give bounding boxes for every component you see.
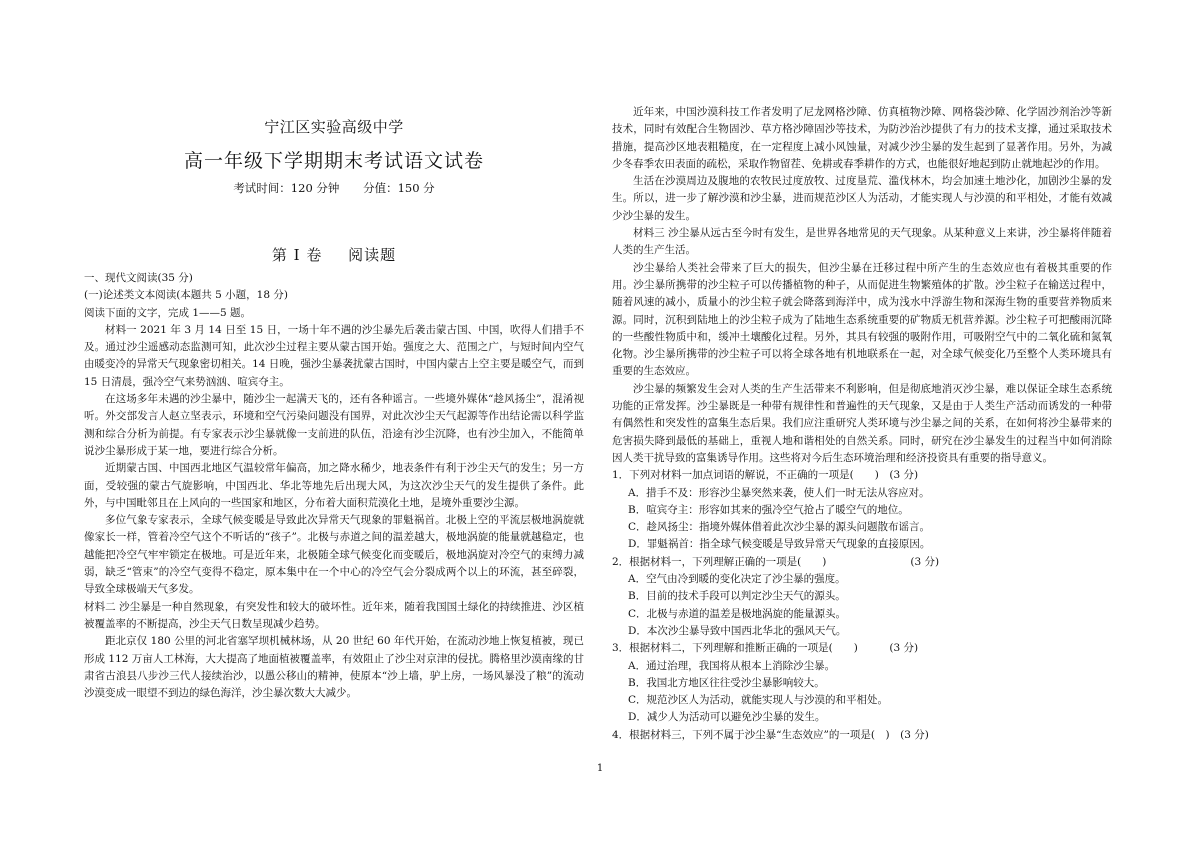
question-option: D．减少人为活动可以避免沙尘暴的发生。 — [628, 711, 826, 724]
question-4 — [612, 727, 1112, 744]
exam-info — [84, 180, 584, 196]
paragraph-material-2: 材料二 沙尘暴是一种自然现象，有突发性和较大的破坏性。近年来，随着我国国土绿化的持续推进、沙区植被覆盖率的不断提高，沙尘天气日数呈现减少趋势。 — [84, 600, 584, 630]
paragraph: 生活在沙漠周边及腹地的农牧民过度放牧、过度垦荒、滥伐林木，均会加速土地沙化，加剧沙尘暴的发生。所以，进一步了解沙漠和沙尘暴，进而规范沙区人为活动，才能实现人与沙漠的和平相处，才能有效减少沙尘暴的发生。 — [612, 175, 1112, 222]
paragraph-material-1: 材料一 2021 年 3 月 14 日至 15 日，一场十年不遇的沙尘暴先后袭击蒙古国、中国，吹得人们措手不及。通过沙尘遥感动态监测可知，此次沙尘过程主要从蒙古国开始。强度之大、范围之广，与短时间内空气由暖变冷的异常天气现象密切相关。14 日晚，强沙尘暴袭扰蒙古国时，中国内蒙古上空主要是暖空气，而到 15 日清晨，强冷空气来势汹汹、喧宾夺主。 — [84, 323, 584, 388]
exam-time: 考试时间：120 分钟 — [233, 181, 340, 195]
subpart-heading: (一)论述类文本阅读(本题共 5 小题，18 分) — [84, 289, 288, 302]
section-volume: 第 I 卷 — [271, 246, 323, 264]
paragraph: 近期蒙古国、中国西北地区气温较常年偏高，加之降水稀少，地表条件有利于沙尘天气的发生；另一方面，受较强的蒙古气旋影响，中国西北、华北等地先后出现大风，为这次沙尘天气的发生提供了条件。此外，与中国毗邻且在上风向的一些国家和地区，分布着大面积荒漠化土地，是境外重要沙尘源。 — [84, 462, 584, 509]
paragraph: 近年来，中国沙漠科技工作者发明了尼龙网格沙障、仿真植物沙障、网格袋沙障、化学固沙剂治沙等新技术，同时有效配合生物固沙、草方格沙障固沙等技术，为防沙治沙提供了有力的技术支撑，通过采取技术措施，提高沙区地表粗糙度，在一定程度上减小风蚀量，对减少沙尘暴的发生起到了显著作用。另外，为减少冬春季农田表面的疏松，采取作物留茬、免耕或春季耕作的方式，也能很好地起到防止就地起沙的作用。 — [612, 106, 1112, 170]
section-name: 阅读题 — [348, 246, 397, 264]
question-3 — [612, 640, 1112, 726]
paragraph-material-3: 材料三 沙尘暴从远古至今时有发生，是世界各地常见的天气现象。从某种意义上来讲，沙尘暴将伴随着人类的生产生活。 — [612, 227, 1112, 257]
question-stem: 3．根据材料二，下列理解和推断正确的一项是( ) (3 分) — [612, 642, 919, 655]
paragraph: 沙尘暴给人类社会带来了巨大的损失，但沙尘暴在迁移过程中所产生的生态效应也有着极其重要的作用。沙尘暴所携带的沙尘粒子可以传播植物的种子，从而促进生物繁殖体的扩散。沙尘粒子在输送过程中，随着风速的减小，质量小的沙尘粒子就会降落到海洋中，成为浅水中浮游生物和深海生物的重要营养物质来源。同时，沉积到陆地上的沙尘粒子成为了陆地生态系统重要的矿物质无机营养源。沙尘粒子可把酸雨沉降的一些酸性物质中和，缓冲土壤酸化过程。另外，其具有较强的吸附作用，可吸附空气中的二氧化硫和氮氧化物。沙尘暴所携带的沙尘粒子可以将全球各地有机地联系在一起，对全球气候变化乃至整个人类环境具有重要的生态效应。 — [612, 261, 1112, 378]
reading-instruction: 阅读下面的文字，完成 1——5 题。 — [84, 306, 252, 319]
left-body-text — [84, 270, 584, 702]
paragraph: 沙尘暴的频繁发生会对人类的生产生活带来不利影响，但是彻底地消灭沙尘暴，难以保证全球生态系统功能的正常发挥。沙尘暴既是一种带有规律性和普遍性的天气现象，又是由于人类生产活动而诱发的一种带有偶然性和突发性的富集生态后果。我们应注重研究人类环境与沙尘暴之间的关系，在如何将沙尘暴带来的危害损失降到最低的基础上，重视人地和谐相处的自然关系。同时，研究在沙尘暴发生的过程当中如何消除因人类干扰导致的富集诱导作用。这些将对今后生态环境治理和经济投资具有重要的指导意义。 — [612, 382, 1112, 464]
page-number: 1 — [596, 763, 604, 774]
question-option: B．我国北方地区往往受沙尘暴影响较大。 — [628, 676, 825, 689]
school-name: 宁江区实验高级中学 — [264, 118, 404, 136]
part-heading: 一、现代文阅读(35 分) — [84, 272, 193, 284]
exam-score: 分值：150 分 — [363, 181, 435, 195]
paragraph: 多位气象专家表示，全球气候变暖是导致此次异常天气现象的罪魁祸首。北极上空的平流层极地涡旋就像家长一样，管着冷空气这个不听话的“孩子”。北极与赤道之间的温差越大，极地涡旋的能量就越稳定，也越能把冷空气牢牢锁定在极地。可是近年来，北极随全球气候变化而变暖后，极地涡旋对冷空气的束缚力减弱，缺乏“管束”的冷空气变得不稳定，原本集中在一个中心的冷空气会分裂成两个以上的环流，甚至碎裂，导致全球极端天气多发。 — [84, 514, 584, 596]
question-option: A．措手不及：形容沙尘暴突然来袭，使人们一时无法从容应对。 — [628, 486, 930, 499]
question-option: D．罪魁祸首：指全球气候变暖是导致异常天气现象的直接原因。 — [628, 538, 931, 551]
question-stem: 4．根据材料三，下列不属于沙尘暴“生态效应”的一项是( ) (3 分) — [612, 728, 929, 741]
question-2 — [612, 554, 1112, 640]
paragraph: 在这场多年未遇的沙尘暴中，随沙尘一起满天飞的，还有各种谣言。一些境外媒体“趁风扬尘”，混淆视听。外交部发言人赵立坚表示，环境和空气污染问题没有国界，对此次沙尘天气起源等作出结论需以科学监测和综合分析为前提。有专家表示沙尘暴就像一支前进的队伍，沿途有沙尘沉降，也有沙尘加入，不能简单说沙尘暴形成于某一地，要进行综合分析。 — [84, 393, 584, 457]
exam-title: 高一年级下学期期末考试语文试卷 — [183, 150, 484, 172]
question-stem: 2．根据材料一，下列理解正确的一项是( ) (3 分) — [612, 555, 940, 568]
paragraph: 距北京仅 180 公里的河北省塞罕坝机械林场，从 20 世纪 60 年代开始，在流动沙地上恢复植被，现已形成 112 万亩人工林海，大大提高了地面植被覆盖率，有效阻止了沙尘对京津的侵扰。腾格里沙漠南缘的甘肃省古浪县八步沙三代人接续治沙，以愚公移山的精神，使原本“沙上墙，驴上房，一场风暴没了粮”的流动沙漠变成一眼望不到边的绿色海洋，沙尘暴次数大大减少。 — [84, 635, 584, 700]
question-stem: 1．下列对材料一加点词语的解说，不正确的一项是( ) (3 分) — [612, 469, 919, 482]
section-title — [84, 244, 584, 265]
question-option: C．规范沙区人为活动，就能实现人与沙漠的和平相处。 — [628, 694, 889, 707]
question-option: A．空气由冷到暖的变化决定了沙尘暴的强度。 — [628, 573, 846, 586]
question-option: A．通过治理，我国将从根本上消除沙尘暴。 — [628, 659, 836, 672]
question-option: C．北极与赤道的温差是极地涡旋的能量源头。 — [628, 607, 847, 620]
question-option: B．目前的技术手段可以判定沙尘天气的源头。 — [628, 590, 846, 603]
question-1 — [612, 467, 1112, 553]
question-option: B．喧宾夺主：形容如其来的强冷空气抢占了暖空气的地位。 — [628, 503, 909, 516]
right-body-text — [612, 104, 1112, 744]
question-option: C．趁风扬尘：指境外媒体借着此次沙尘暴的源头问题散布谣言。 — [628, 521, 931, 534]
question-option: D．本次沙尘暴导致中国西北华北的强风天气。 — [628, 624, 847, 637]
